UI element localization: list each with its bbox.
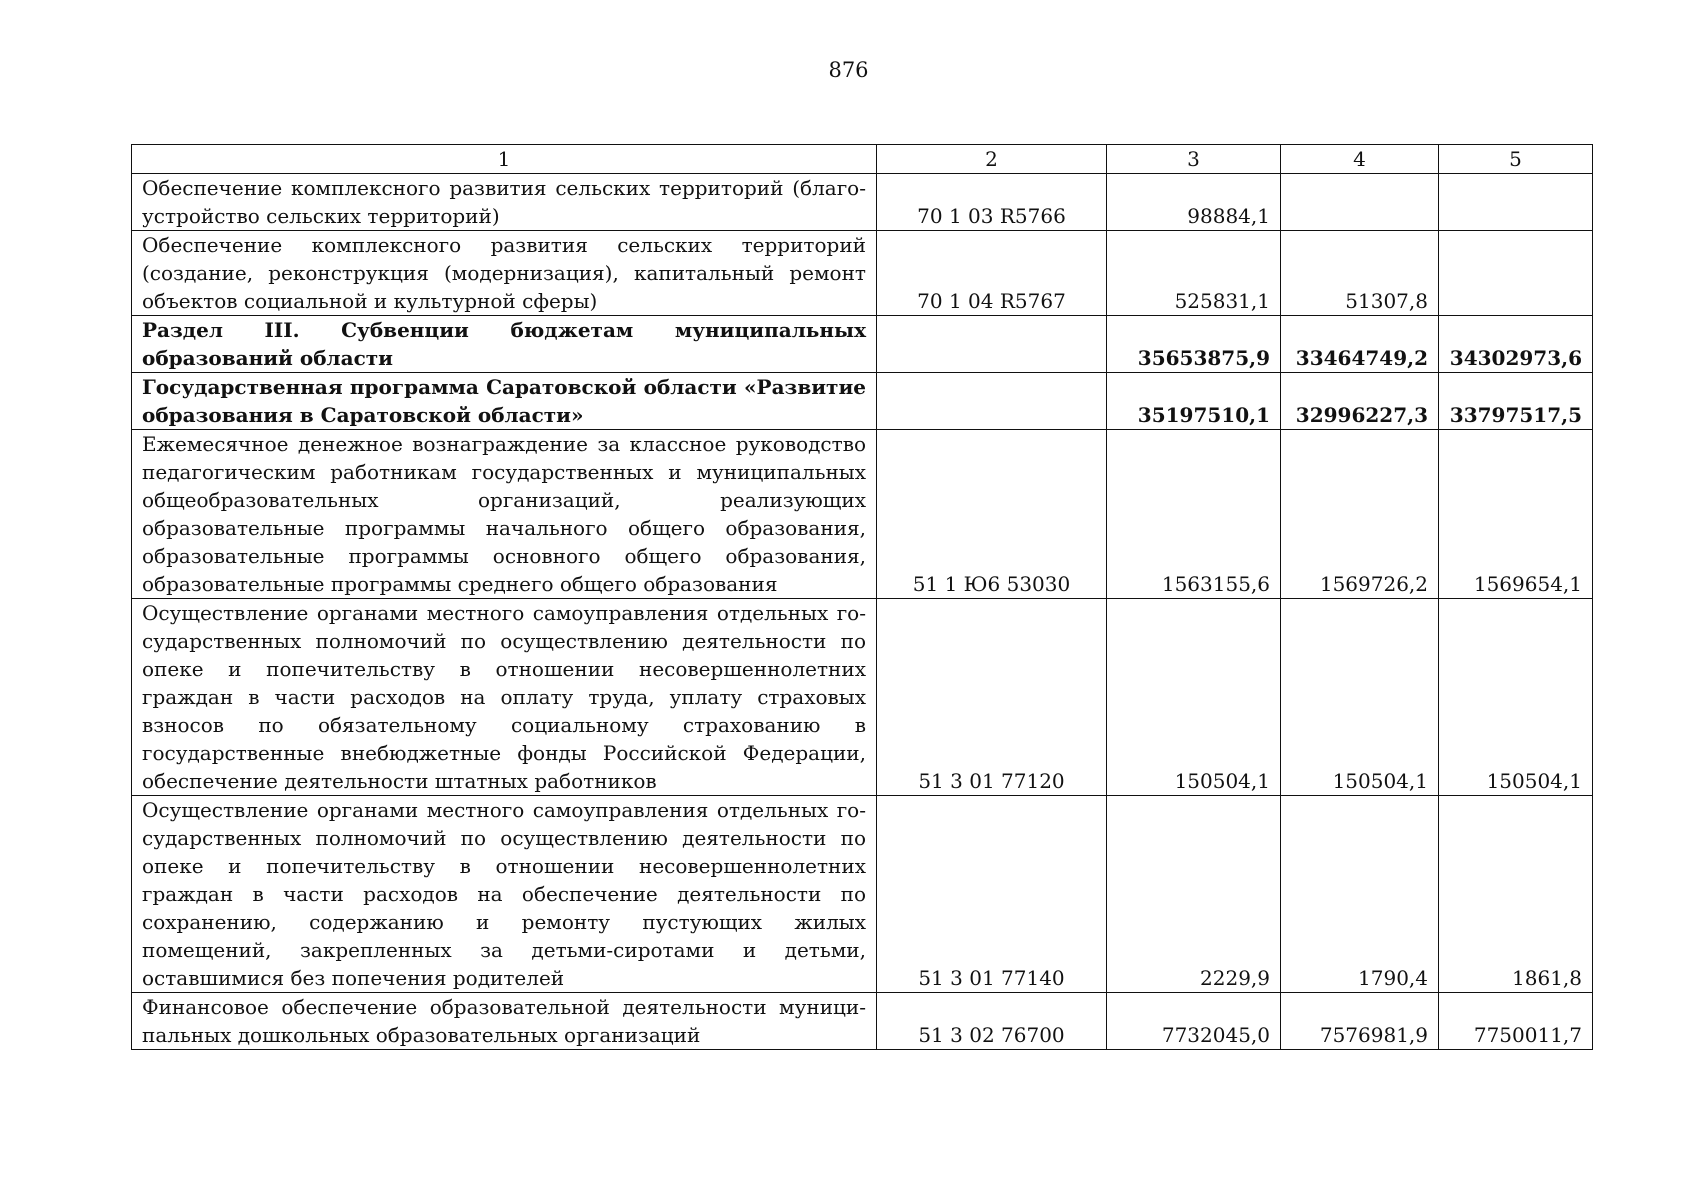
row-name: Раздел III. Субвенции бюджетам муниципальных образований области <box>132 316 877 373</box>
program-row <box>132 373 1593 430</box>
row-value-col5: 150504,1 <box>1439 599 1593 796</box>
row-value-col5: 7750011,7 <box>1439 993 1593 1050</box>
row-code: 51 3 01 77120 <box>877 599 1107 796</box>
row-code: 70 1 04 R5767 <box>877 231 1107 316</box>
table-row <box>132 174 1593 231</box>
row-name: Обеспечение комплексного развития сельских территорий (создание, реконструкция (модернизация), капитальный ремонт объектов социальной и культурной сферы) <box>132 231 877 316</box>
page-number: 876 <box>828 58 869 82</box>
row-value-col3: 98884,1 <box>1107 174 1281 231</box>
row-code: 51 3 02 76700 <box>877 993 1107 1050</box>
row-name: Осуществление органами местного самоуправления отдельных государственных полномочий по осуществлению деятельности по опеке и попечительству в отношении несовершеннолетних граждан в части расходов на обеспечение деятельности по сохранению, содержанию и ремонту пустующих жилых помещений, закрепленных за детьми-сиротами и детьми, оставшимися без попечения родителей <box>132 796 877 993</box>
header-cell: 4 <box>1281 145 1439 174</box>
header-cell: 1 <box>132 145 877 174</box>
row-name: Ежемесячное денежное вознаграждение за классное руководство педагогическим работникам государственных и муниципальных общеобразовательных организаций, реализующих образовательные программы начального общего образования, образовательные программы основного общего образования, образовательные программы среднего общего образования <box>132 430 877 599</box>
row-value-col5 <box>1439 231 1593 316</box>
row-value-col3: 150504,1 <box>1107 599 1281 796</box>
row-value-col3: 525831,1 <box>1107 231 1281 316</box>
row-name: Осуществление органами местного самоуправления отдельных государственных полномочий по осуществлению деятельности по опеке и попечительству в отношении несовершеннолетних граждан в части расходов на оплату труда, уплату страховых взносов по обязательному социальному страхованию в государственные внебюджетные фонды Российской Федерации, обеспечение деятельности штатных работников <box>132 599 877 796</box>
row-name: Обеспечение комплексного развития сельских территорий (благоустройство сельских территорий) <box>132 174 877 231</box>
row-code: 51 1 Ю6 53030 <box>877 430 1107 599</box>
row-value-col4: 7576981,9 <box>1281 993 1439 1050</box>
header-cell: 5 <box>1439 145 1593 174</box>
row-value-col4 <box>1281 174 1439 231</box>
row-value-col4: 150504,1 <box>1281 599 1439 796</box>
row-code: 51 3 01 77140 <box>877 796 1107 993</box>
header-cell: 2 <box>877 145 1107 174</box>
row-value-col3: 35197510,1 <box>1107 373 1281 430</box>
header-cell: 3 <box>1107 145 1281 174</box>
row-value-col5 <box>1439 174 1593 231</box>
row-name: Государственная программа Саратовской области «Развитие образования в Саратовской области» <box>132 373 877 430</box>
row-value-col3: 7732045,0 <box>1107 993 1281 1050</box>
row-value-col3: 1563155,6 <box>1107 430 1281 599</box>
row-value-col4: 1569726,2 <box>1281 430 1439 599</box>
row-name: Финансовое обеспечение образовательной деятельности муниципальных дошкольных образовательных организаций <box>132 993 877 1050</box>
section-row <box>132 316 1593 373</box>
row-value-col4: 33464749,2 <box>1281 316 1439 373</box>
budget-table <box>131 144 1593 1050</box>
row-value-col3: 35653875,9 <box>1107 316 1281 373</box>
table-row <box>132 796 1593 993</box>
row-value-col4: 1790,4 <box>1281 796 1439 993</box>
table-row <box>132 599 1593 796</box>
row-value-col3: 2229,9 <box>1107 796 1281 993</box>
row-value-col5: 33797517,5 <box>1439 373 1593 430</box>
table-row <box>132 231 1593 316</box>
table-row <box>132 993 1593 1050</box>
header-row <box>132 145 1593 174</box>
row-value-col4: 32996227,3 <box>1281 373 1439 430</box>
row-value-col5: 34302973,6 <box>1439 316 1593 373</box>
row-value-col5: 1569654,1 <box>1439 430 1593 599</box>
row-value-col5: 1861,8 <box>1439 796 1593 993</box>
table-row <box>132 430 1593 599</box>
row-value-col4: 51307,8 <box>1281 231 1439 316</box>
row-code <box>877 316 1107 373</box>
row-code: 70 1 03 R5766 <box>877 174 1107 231</box>
row-code <box>877 373 1107 430</box>
